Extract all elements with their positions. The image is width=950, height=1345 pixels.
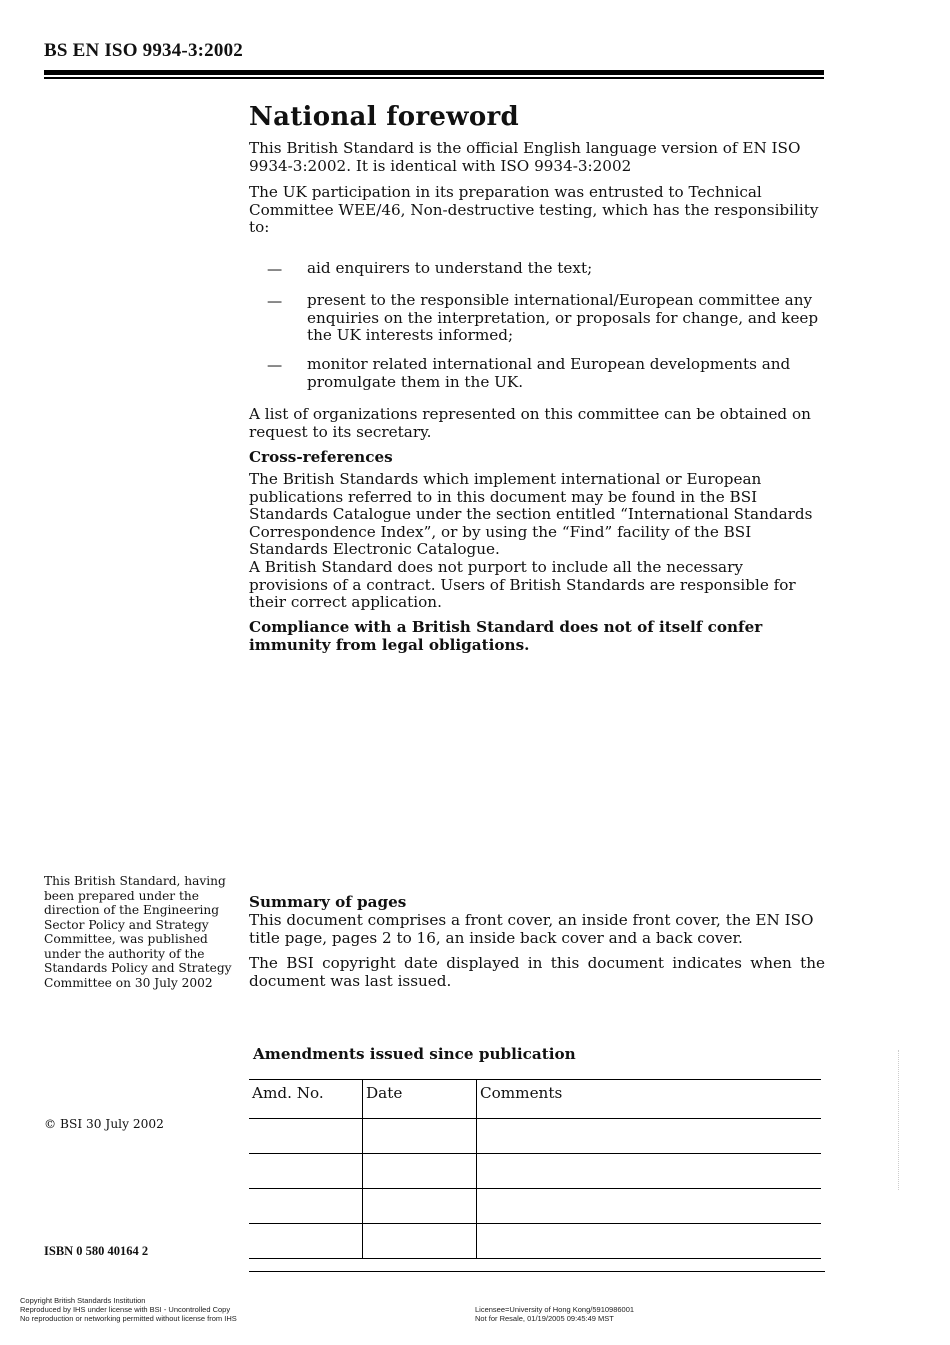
isbn: ISBN 0 580 40164 2 <box>44 1244 149 1258</box>
bullet-dash: — <box>267 292 283 310</box>
compliance-statement: Compliance with a British Standard does not of itself confer immunity from legal obligations. <box>249 618 763 654</box>
column-header-amd-no: Amd. No. <box>249 1080 363 1119</box>
bullet-dash: — <box>267 356 283 374</box>
publication-authority: This British Standard, having been prepared under the direction of the Engineering Sector Policy and Strategy Committee, was published under the authority of the Standards Policy and Strategy Committee on 30 July 2002 <box>44 874 232 990</box>
bsi-copyright: © BSI 30 July 2002 <box>44 1117 164 1131</box>
table-cell <box>477 1119 822 1154</box>
table-cell <box>249 1189 363 1224</box>
contract-text: A British Standard does not purport to include all the necessary provisions of a contract. Users of British Standards are responsible for their correct application. <box>249 558 796 612</box>
table-row <box>249 1154 821 1189</box>
footer-left <box>20 1296 237 1323</box>
vertical-margin-mark <box>898 1050 905 1190</box>
header-rule-thick <box>44 70 824 75</box>
footer-line: Copyright British Standards Institution <box>20 1296 146 1305</box>
table-cell <box>477 1224 822 1259</box>
amendments-table <box>249 1079 821 1259</box>
footer-line: Not for Resale, 01/19/2005 09:45:49 MST <box>475 1314 614 1323</box>
table-cell <box>249 1154 363 1189</box>
footer-right <box>475 1305 634 1323</box>
header-rule-thin <box>44 77 824 79</box>
table-cell <box>249 1224 363 1259</box>
table-cell <box>477 1189 822 1224</box>
bullet-item: monitor related international and European developments and promulgate them in the UK. <box>307 355 791 391</box>
foreword-para-1: This British Standard is the official English language version of EN ISO 9934-3:2002. It is identical with ISO 9934-3:2002 <box>249 139 801 175</box>
table-cell <box>477 1154 822 1189</box>
crossref-heading: Cross-references <box>249 448 393 466</box>
page-title: National foreword <box>249 102 519 132</box>
table-header-row <box>249 1080 821 1119</box>
footer-line: Licensee=University of Hong Kong/5910986001 <box>475 1305 635 1314</box>
table-cell <box>363 1119 477 1154</box>
footer-line: Reproduced by IHS under license with BSI - Uncontrolled Copy <box>20 1305 231 1314</box>
table-cell <box>363 1154 477 1189</box>
foreword-para-3: A list of organizations represented on this committee can be obtained on request to its secretary. <box>249 405 811 441</box>
summary-text: This document comprises a front cover, an inside front cover, the EN ISO title page, pages 2 to 16, an inside back cover and a back cover. <box>249 911 814 947</box>
table-cell <box>363 1224 477 1259</box>
crossref-text: The British Standards which implement international or European publications referred to in this document may be found in the BSI Standards Catalogue under the section entitled “International Standards Correspondence Index”, or by using the “Find” facility of the BSI Standards Electronic Catalogue. <box>249 470 813 559</box>
table-row <box>249 1224 821 1259</box>
bottom-rule <box>249 1271 825 1272</box>
bullet-item: present to the responsible international/European committee any enquiries on the interpretation, or proposals for change, and keep the UK interests informed; <box>307 291 819 345</box>
column-header-date: Date <box>363 1080 477 1119</box>
table-cell <box>363 1189 477 1224</box>
amendments-title: Amendments issued since publication <box>253 1045 576 1063</box>
summary-heading: Summary of pages <box>249 893 407 911</box>
column-header-comments: Comments <box>477 1080 822 1119</box>
bullet-item: aid enquirers to understand the text; <box>307 259 593 277</box>
table-row <box>249 1189 821 1224</box>
bullet-dash: — <box>267 260 283 278</box>
table-cell <box>249 1119 363 1154</box>
footer-line: No reproduction or networking permitted without license from IHS <box>20 1314 237 1323</box>
foreword-para-2: The UK participation in its preparation was entrusted to Technical Committee WEE/46, Non-destructive testing, which has the responsibility to: <box>249 183 819 237</box>
copyright-note: The BSI copyright date displayed in this document indicates when the document was last issued. <box>249 954 825 990</box>
document-id: BS EN ISO 9934-3:2002 <box>44 40 243 61</box>
table-row <box>249 1119 821 1154</box>
